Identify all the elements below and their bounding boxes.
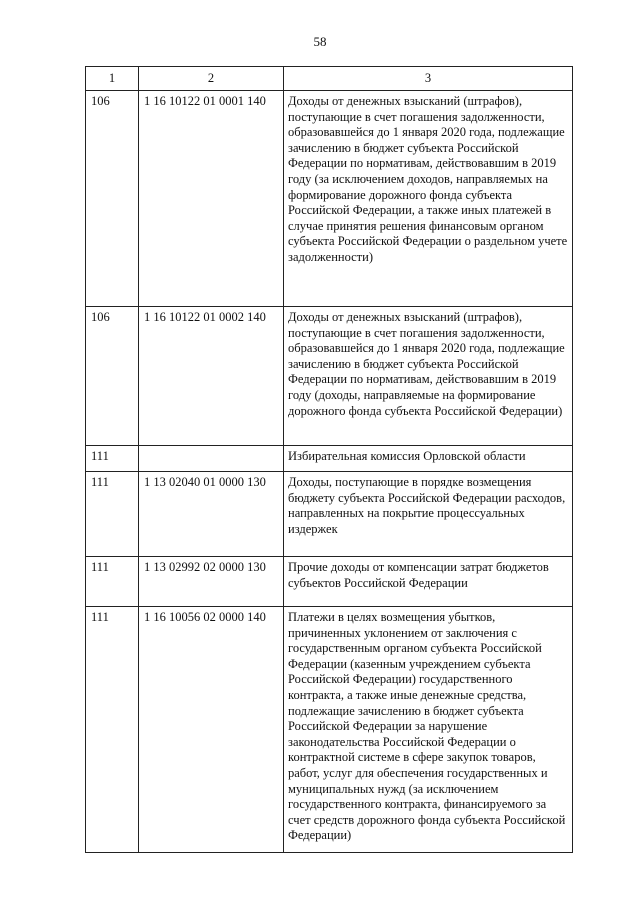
budget-code-cell xyxy=(139,307,284,446)
admin-code: 106 xyxy=(91,310,110,324)
admin-code-cell xyxy=(86,91,139,307)
budget-code-cell xyxy=(139,446,284,472)
admin-code-cell xyxy=(86,446,139,472)
table-row xyxy=(86,446,573,472)
table-row xyxy=(86,557,573,607)
table-header-row xyxy=(86,67,573,91)
admin-code: 111 xyxy=(91,475,109,489)
page-number: 58 xyxy=(313,34,327,49)
admin-code-cell xyxy=(86,607,139,853)
column-header-1: 1 xyxy=(86,67,139,91)
budget-code xyxy=(139,446,283,453)
admin-code-cell xyxy=(86,472,139,557)
description-cell xyxy=(284,557,573,607)
revenue-codes-table xyxy=(85,66,573,853)
table-row xyxy=(86,307,573,446)
description-cell xyxy=(284,91,573,307)
description-cell xyxy=(284,607,573,853)
budget-code: 1 16 10122 01 0002 140 xyxy=(144,310,266,324)
admin-code-cell xyxy=(86,557,139,607)
description-cell xyxy=(284,472,573,557)
admin-code: 111 xyxy=(91,449,109,463)
description: Платежи в целях возмещения убытков, причиненных уклонением от заключения с государственным органом субъекта Российской Федерации (казенным учреждением субъекта Российской Федерации) государственного контракта, а также иные денежные средства, подлежащие зачислению в бюджет субъекта Российской Федерации за нарушение законодательства Российской Федерации о контрактной системе в сфере закупок товаров, работ, услуг для обеспечения государственных и муниципальных нужд (за исключением государственного контракта, финансируемого за счет средств дорожного фонда субъекта Российской Федерации) xyxy=(288,610,566,843)
description: Избирательная комиссия Орловской области xyxy=(288,449,526,463)
description-cell xyxy=(284,307,573,446)
budget-code-cell xyxy=(139,91,284,307)
description: Доходы от денежных взысканий (штрафов), поступающие в счет погашения задолженности, образовавшейся до 1 января 2020 года, подлежащие зачислению в бюджет субъекта Российской Федерации по нормативам, действовавшим в 2019 году (доходы, направляемые на формирование дорожного фонда субъекта Российской Федерации) xyxy=(288,310,565,418)
description-cell xyxy=(284,446,573,472)
admin-code: 111 xyxy=(91,610,109,624)
admin-code: 111 xyxy=(91,560,109,574)
budget-code: 1 16 10056 02 0000 140 xyxy=(144,610,266,624)
description: Доходы, поступающие в порядке возмещения бюджету субъекта Российской Федерации расходов, направленных на покрытие процессуальных издержек xyxy=(288,475,566,536)
column-header-3: 3 xyxy=(284,67,573,91)
description: Прочие доходы от компенсации затрат бюджетов субъектов Российской Федерации xyxy=(288,560,549,590)
description: Доходы от денежных взысканий (штрафов), поступающие в счет погашения задолженности, образовавшейся до 1 января 2020 года, подлежащие зачислению в бюджет субъекта Российской Федерации по нормативам, действовавшим в 2019 году (за исключением доходов, направляемых на формирование дорожного фонда субъекта Российской Федерации, а также иных платежей в случае принятия решения финансовым органом субъекта Российской Федерации о раздельном учете задолженности) xyxy=(288,94,568,264)
column-header-2: 2 xyxy=(139,67,284,91)
admin-code-cell xyxy=(86,307,139,446)
table-row xyxy=(86,472,573,557)
budget-code-cell xyxy=(139,557,284,607)
budget-code-cell xyxy=(139,472,284,557)
budget-code-cell xyxy=(139,607,284,853)
table-row xyxy=(86,91,573,307)
budget-code: 1 16 10122 01 0001 140 xyxy=(144,94,266,108)
admin-code: 106 xyxy=(91,94,110,108)
budget-code: 1 13 02992 02 0000 130 xyxy=(144,560,266,574)
budget-code: 1 13 02040 01 0000 130 xyxy=(144,475,266,489)
table-row xyxy=(86,607,573,853)
